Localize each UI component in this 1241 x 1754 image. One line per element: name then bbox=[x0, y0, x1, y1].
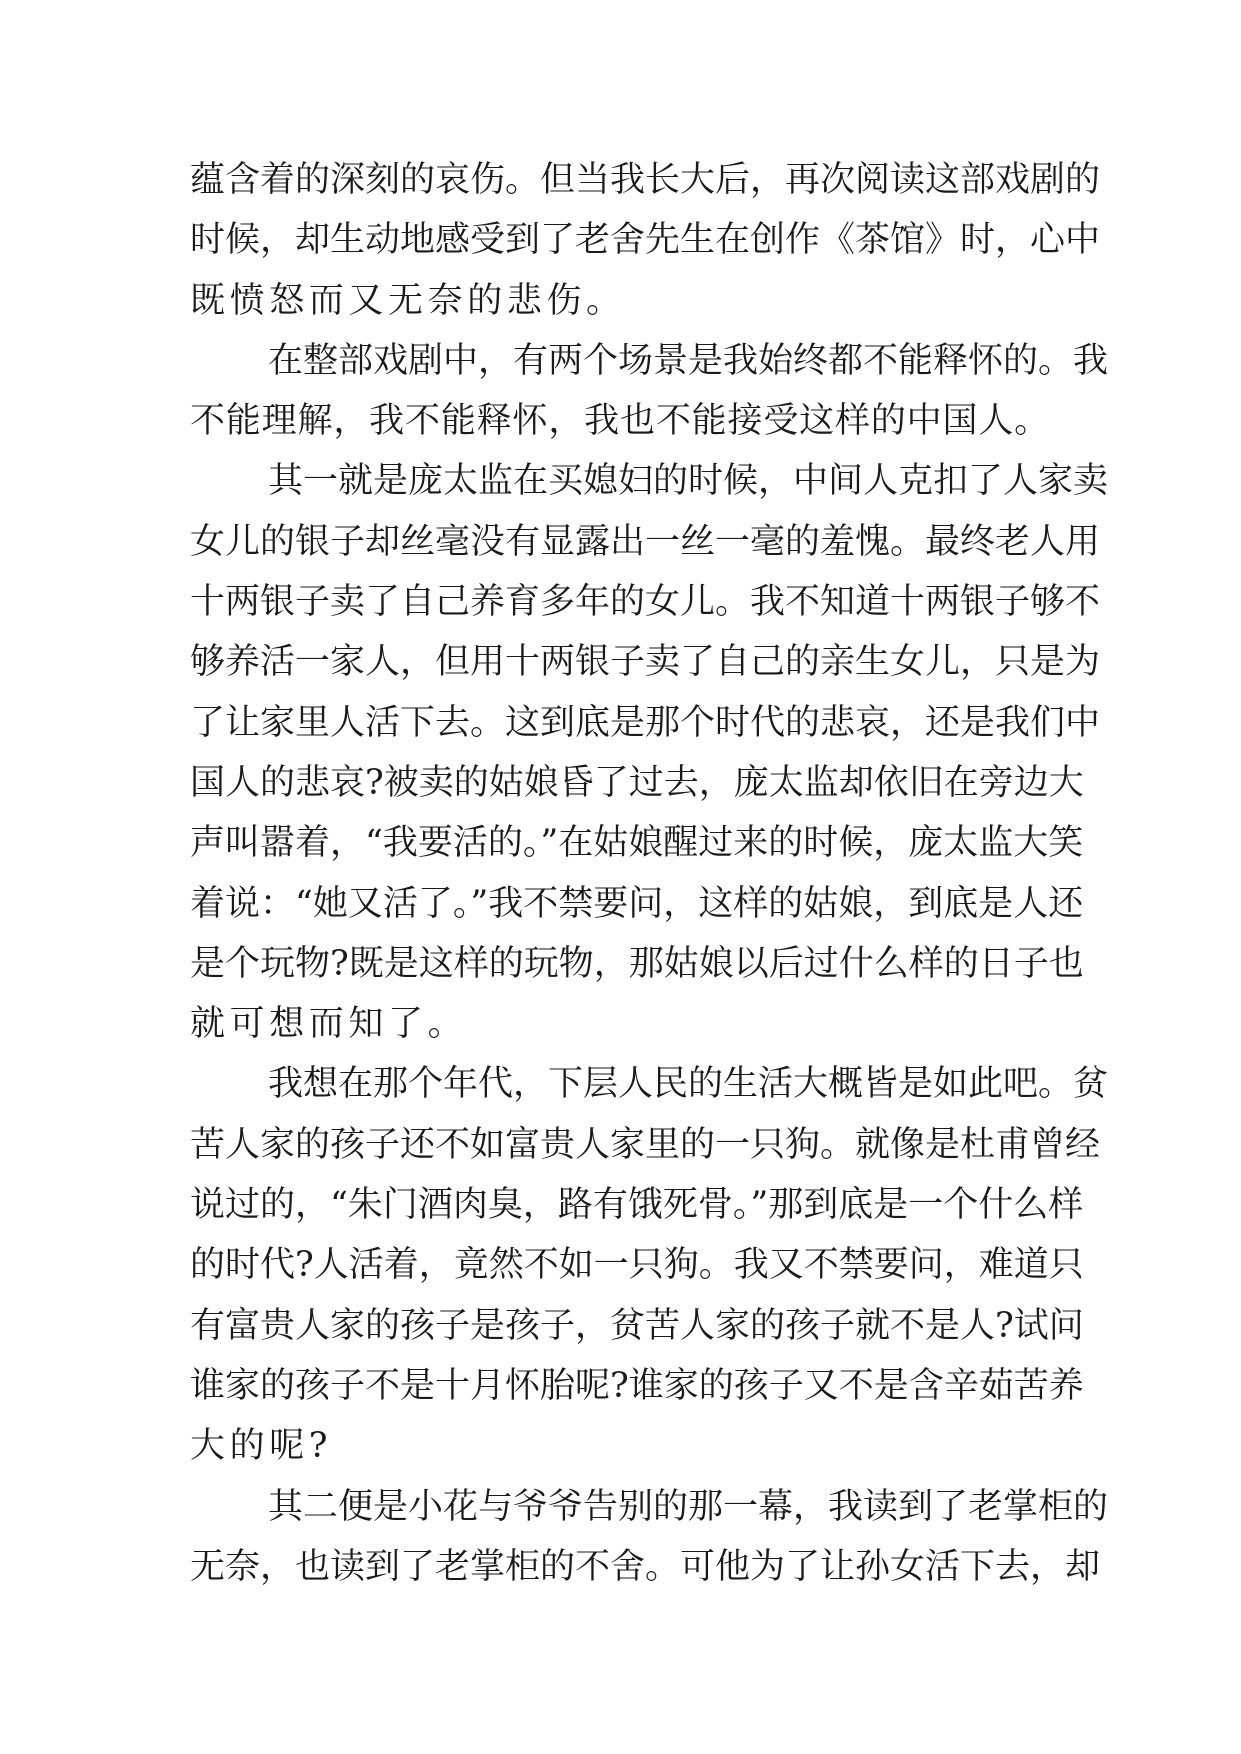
text-line: 够养活一家人，但用十两银子卖了自己的亲生女儿，只是为 bbox=[190, 642, 1101, 683]
text-line: 大的呢? bbox=[190, 1426, 333, 1467]
text-line: 蕴含着的深刻的哀伤。但当我长大后，再次阅读这部戏剧的 bbox=[190, 160, 1101, 200]
paragraph-2 bbox=[190, 331, 1109, 452]
text-line: 其二便是小花与爷爷告别的那一幕，我读到了老掌柜的 bbox=[268, 1486, 1109, 1527]
text-line: 是个玩物?既是这样的玩物，那姑娘以后过什么样的日子也 bbox=[190, 943, 1084, 984]
text-line: 在整部戏剧中，有两个场景是我始终都不能释怀的。我 bbox=[268, 340, 1109, 381]
text-line: 苦人家的孩子还不如富贵人家里的一只狗。就像是杜甫曾经 bbox=[190, 1124, 1101, 1165]
text-line: 就可想而知了。 bbox=[190, 1004, 468, 1045]
text-line: 女儿的银子却丝毫没有显露出一丝一毫的羞愧。最终老人用 bbox=[190, 521, 1101, 562]
text-line: 十两银子卖了自己养育多年的女儿。我不知道十两银子够不 bbox=[190, 582, 1101, 623]
paragraph-5 bbox=[190, 1477, 1109, 1598]
text-line: 不能理解，我不能释怀，我也不能接受这样的中国人。 bbox=[190, 401, 1050, 442]
text-line: 时候，却生动地感受到了老舍先生在创作《茶馆》时，心中 bbox=[190, 220, 1101, 261]
text-line: 有富贵人家的孩子是孩子，贫苦人家的孩子就不是人?试问 bbox=[190, 1305, 1084, 1346]
document-page bbox=[190, 150, 1109, 1597]
text-line: 国人的悲哀?被卖的姑娘昏了过去，庞太监却依旧在旁边大 bbox=[190, 762, 1084, 803]
text-line: 声叫嚣着，“我要活的。”在姑娘醒过来的时候，庞太监大笑 bbox=[190, 823, 1084, 864]
text-line: 无奈，也读到了老掌柜的不舍。可他为了让孙女活下去，却 bbox=[190, 1546, 1101, 1587]
paragraph-3 bbox=[190, 451, 1109, 1054]
text-line: 的时代?人活着，竟然不如一只狗。我又不禁要问，难道只 bbox=[190, 1245, 1084, 1286]
text-line: 既愤怒而又无奈的悲伤。 bbox=[190, 280, 626, 321]
text-line: 其一就是庞太监在买媳妇的时候，中间人克扣了人家卖 bbox=[268, 461, 1109, 502]
text-line: 谁家的孩子不是十月怀胎呢?谁家的孩子又不是含辛茹苦养 bbox=[190, 1365, 1084, 1406]
text-line: 了让家里人活下去。这到底是那个时代的悲哀，还是我们中 bbox=[190, 702, 1101, 743]
text-line: 着说：“她又活了。”我不禁要问，这样的姑娘，到底是人还 bbox=[190, 883, 1084, 924]
text-line: 说过的，“朱门酒肉臭，路有饿死骨。”那到底是一个什么样 bbox=[190, 1185, 1084, 1226]
paragraph-1 bbox=[190, 150, 1101, 331]
text-line: 我想在那个年代，下层人民的生活大概皆是如此吧。贫 bbox=[268, 1064, 1109, 1105]
paragraph-4 bbox=[190, 1054, 1109, 1476]
